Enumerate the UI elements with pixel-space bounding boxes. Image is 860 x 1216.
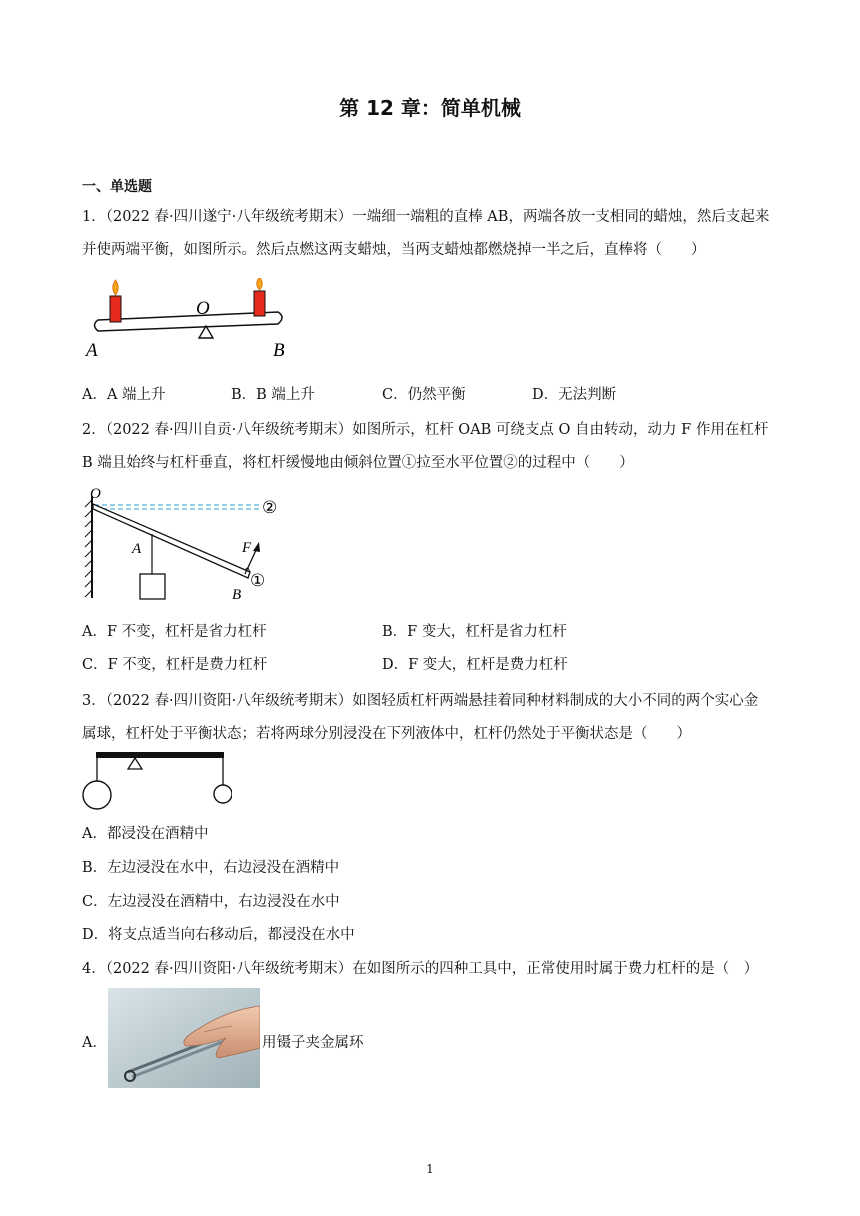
section-heading: 一、单选题 — [82, 179, 152, 195]
q1-lever-figure — [82, 278, 302, 362]
q3-option-a: A．都浸没在酒精中 — [82, 826, 209, 842]
q1-option-d: D．无法判断 — [532, 387, 617, 403]
q2-label-b: B — [232, 587, 242, 603]
q3-text-line1: 3．（2022 春·四川资阳·八年级统考期末）如图轻质杠杆两端悬挂着同种材料制成的大小不同的两个实心金 — [82, 693, 759, 709]
q1-text-line1: 1．（2022 春·四川遂宁·八年级统考期末）一端细一端粗的直棒 AB，两端各放一支相同的蜡烛，然后支起来 — [82, 209, 770, 225]
q1-option-b: B．B 端上升 — [231, 387, 315, 403]
q2-option-a: A．F 不变，杠杆是省力杠杆 — [82, 624, 267, 640]
q2-text-line2: B 端且始终与杠杆垂直，将杠杆缓慢地由倾斜位置①拉至水平位置②的过程中（ ） — [82, 455, 634, 471]
q3-option-d: D．将支点适当向右移动后，都浸没在水中 — [82, 927, 355, 943]
q2-option-d: D．F 变大，杠杆是费力杠杆 — [382, 657, 568, 673]
page-number: 1 — [426, 1162, 434, 1176]
q1-label-o: O — [196, 298, 210, 319]
q2-option-c: C．F 不变，杠杆是费力杠杆 — [82, 657, 268, 673]
q2-option-b: B．F 变大，杠杆是省力杠杆 — [382, 624, 567, 640]
q2-label-a: A — [132, 541, 142, 557]
q1-label-b: B — [273, 340, 285, 361]
q3-option-c: C．左边浸没在酒精中，右边浸没在水中 — [82, 894, 340, 910]
q3-lever-figure — [82, 748, 232, 812]
q1-option-a: A．A 端上升 — [82, 387, 166, 403]
q2-label-position-2: ② — [262, 498, 278, 518]
q1-label-a: A — [86, 340, 98, 361]
q4-tweezers-photo — [108, 988, 260, 1088]
q2-text-line1: 2．（2022 春·四川自贡·八年级统考期末）如图所示，杠杆 OAB 可绕支点 O 自由转动，动力 F 作用在杠杆 — [82, 422, 769, 438]
q3-text-line2: 属球，杠杆处于平衡状态；若将两球分别浸没在下列液体中，杠杆仍然处于平衡状态是（ ） — [82, 726, 691, 742]
page-title: 第 12 章：简单机械 — [339, 96, 521, 120]
q2-label-position-1: ① — [250, 571, 266, 591]
q3-option-b: B．左边浸没在水中，右边浸没在酒精中 — [82, 860, 340, 876]
q2-lever-figure — [82, 482, 292, 606]
q2-label-o: O — [90, 486, 101, 502]
q4-option-a-letter: A． — [82, 1035, 107, 1051]
q4-option-a-text: 用镊子夹金属环 — [262, 1035, 364, 1051]
q4-text-line1: 4．（2022 春·四川资阳·八年级统考期末）在如图所示的四种工具中，正常使用时属于费力杠杆的是（ ） — [82, 961, 759, 977]
q2-label-f: F — [242, 540, 252, 556]
q1-text-line2: 并使两端平衡，如图所示。然后点燃这两支蜡烛，当两支蜡烛都燃烧掉一半之后，直棒将（ ） — [82, 242, 706, 258]
q1-option-c: C．仍然平衡 — [382, 387, 466, 403]
